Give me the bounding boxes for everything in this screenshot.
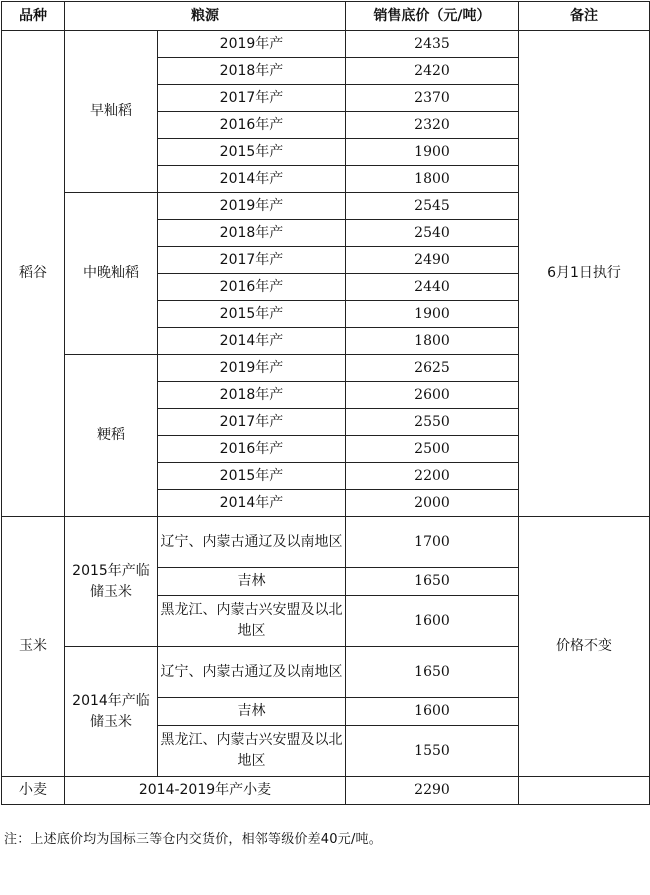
- price-cell: 1600: [346, 596, 519, 647]
- year-cell: 2019年产: [158, 31, 346, 58]
- price-cell: 1800: [346, 166, 519, 193]
- region-cell: 吉林: [158, 568, 346, 596]
- price-cell: 2370: [346, 85, 519, 112]
- price-cell: 1900: [346, 301, 519, 328]
- group-japonica: 粳稻: [65, 355, 158, 517]
- year-cell: 2015年产: [158, 301, 346, 328]
- year-cell: 2015年产: [158, 463, 346, 490]
- grain-price-table: [1, 1, 650, 805]
- price-cell: 2320: [346, 112, 519, 139]
- group-mid-late-indica: 中晚籼稻: [65, 193, 158, 355]
- price-cell: 2000: [346, 490, 519, 517]
- price-cell: 1900: [346, 139, 519, 166]
- price-cell: 1650: [346, 647, 519, 698]
- remark-wheat: [519, 777, 650, 805]
- category-wheat: 小麦: [2, 777, 65, 805]
- price-cell: 2435: [346, 31, 519, 58]
- year-cell: 2018年产: [158, 220, 346, 247]
- price-cell: 2440: [346, 274, 519, 301]
- table-row: [2, 517, 650, 568]
- year-cell: 2014年产: [158, 490, 346, 517]
- year-cell: 2014年产: [158, 166, 346, 193]
- year-cell: 2018年产: [158, 58, 346, 85]
- group-early-indica: 早籼稻: [65, 31, 158, 193]
- header-price: 销售底价（元/吨）: [346, 2, 519, 31]
- year-cell: 2017年产: [158, 247, 346, 274]
- price-cell: 1550: [346, 726, 519, 777]
- year-cell: 2019年产: [158, 193, 346, 220]
- table-row: [2, 31, 650, 58]
- header-remark: 备注: [519, 2, 650, 31]
- year-cell: 2014年产: [158, 328, 346, 355]
- footnote: 注：上述底价均为国标三等仓内交货价，相邻等级价差40元/吨。: [4, 832, 382, 847]
- year-cell: 2016年产: [158, 274, 346, 301]
- price-cell: 2290: [346, 777, 519, 805]
- year-cell: 2015年产: [158, 139, 346, 166]
- price-cell: 2550: [346, 409, 519, 436]
- header-row: [2, 2, 650, 31]
- region-cell: 吉林: [158, 698, 346, 726]
- remark-rice: 6月1日执行: [519, 31, 650, 517]
- table-row: [2, 777, 650, 805]
- year-cell: 2018年产: [158, 382, 346, 409]
- year-cell: 2016年产: [158, 436, 346, 463]
- price-cell: 2545: [346, 193, 519, 220]
- price-cell: 2625: [346, 355, 519, 382]
- price-cell: 1700: [346, 517, 519, 568]
- price-cell: 2420: [346, 58, 519, 85]
- remark-corn: 价格不变: [519, 517, 650, 777]
- header-variety: 品种: [2, 2, 65, 31]
- year-cell: 2016年产: [158, 112, 346, 139]
- group-corn-2015: 2015年产临储玉米: [65, 517, 158, 647]
- wheat-source: 2014-2019年产小麦: [65, 777, 346, 805]
- category-corn: 玉米: [2, 517, 65, 777]
- price-cell: 2540: [346, 220, 519, 247]
- year-cell: 2017年产: [158, 409, 346, 436]
- region-cell: 黑龙江、内蒙古兴安盟及以北地区: [158, 726, 346, 777]
- group-corn-2014: 2014年产临储玉米: [65, 647, 158, 777]
- region-cell: 黑龙江、内蒙古兴安盟及以北地区: [158, 596, 346, 647]
- price-cell: 1650: [346, 568, 519, 596]
- price-cell: 2490: [346, 247, 519, 274]
- price-cell: 2500: [346, 436, 519, 463]
- header-source: 粮源: [65, 2, 346, 31]
- price-cell: 2200: [346, 463, 519, 490]
- region-cell: 辽宁、内蒙古通辽及以南地区: [158, 647, 346, 698]
- category-rice: 稻谷: [2, 31, 65, 517]
- price-cell: 1600: [346, 698, 519, 726]
- year-cell: 2019年产: [158, 355, 346, 382]
- price-cell: 2600: [346, 382, 519, 409]
- region-cell: 辽宁、内蒙古通辽及以南地区: [158, 517, 346, 568]
- price-cell: 1800: [346, 328, 519, 355]
- year-cell: 2017年产: [158, 85, 346, 112]
